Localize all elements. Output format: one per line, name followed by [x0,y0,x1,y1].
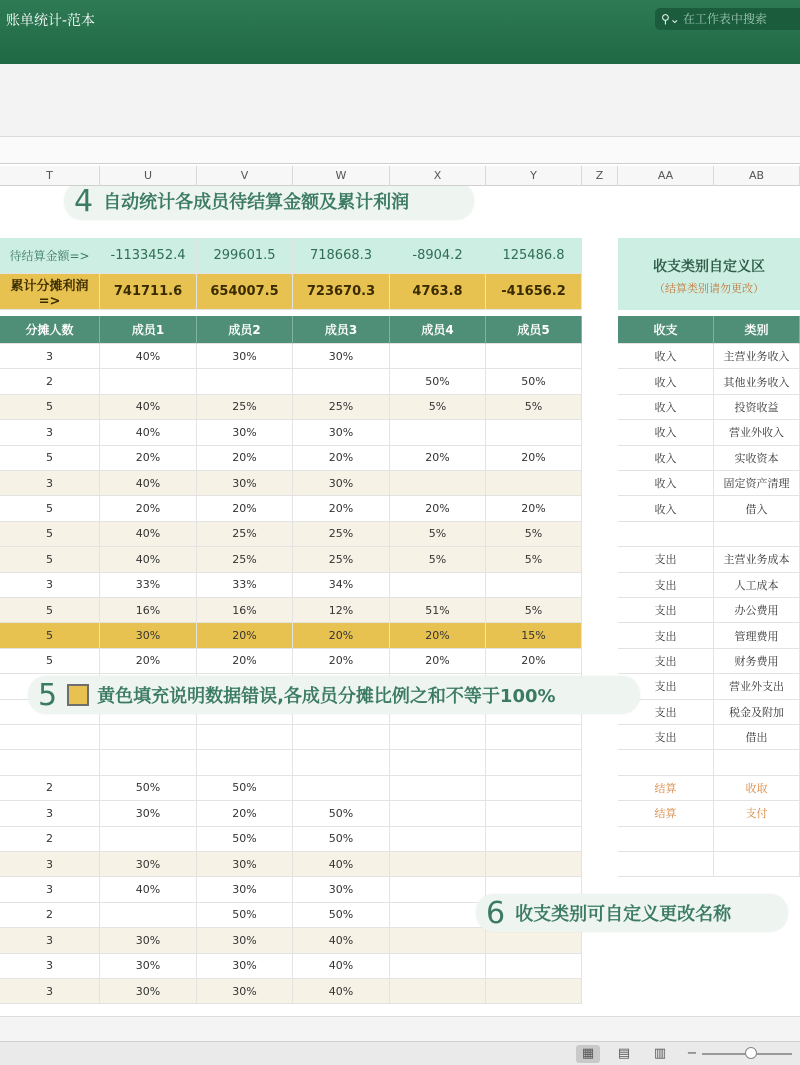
share-cell[interactable]: 25% [197,522,293,547]
share-cell[interactable]: 30% [100,979,197,1004]
share-cell[interactable]: 25% [197,395,293,420]
category-name-cell[interactable]: 收取 [714,776,800,801]
share-cell[interactable] [486,979,582,1004]
column-header[interactable]: Y [486,166,582,186]
share-cell[interactable]: 25% [293,522,390,547]
category-name-cell[interactable]: 借出 [714,725,800,750]
category-area-subtitle: （结算类别请勿更改） [654,282,764,295]
share-cell[interactable] [0,725,100,750]
category-type-cell[interactable] [618,852,714,877]
share-cell[interactable] [390,827,486,852]
category-type-cell[interactable]: 收入 [618,471,714,496]
profit-value[interactable]: 4763.8 [390,274,486,310]
category-type-cell[interactable]: 支出 [618,725,714,750]
category-name-cell[interactable]: 营业外支出 [714,674,800,699]
category-name-cell[interactable] [714,852,800,877]
share-cell[interactable]: 5% [486,395,582,420]
share-cell[interactable]: 5 [0,649,100,674]
share-cell[interactable] [486,801,582,826]
search-input[interactable] [655,8,800,30]
share-cell[interactable]: 30% [197,979,293,1004]
share-cell[interactable]: 30% [197,471,293,496]
callout-text: 黄色填充说明数据错误,各成员分摊比例之和不等于100% [97,686,556,707]
share-cell[interactable] [486,725,582,750]
share-cell[interactable]: 3 [0,928,100,953]
zoom-slider-thumb[interactable] [745,1047,757,1059]
category-name-cell[interactable]: 人工成本 [714,573,800,598]
share-cell[interactable]: 40% [100,547,197,572]
share-cell[interactable]: 50% [486,369,582,394]
share-cell[interactable] [390,344,486,369]
category-name-cell[interactable]: 投资收益 [714,395,800,420]
share-cell[interactable] [486,573,582,598]
share-cell[interactable] [390,471,486,496]
ribbon [0,64,800,136]
profit-value[interactable]: 654007.5 [197,274,293,310]
share-cell[interactable]: 20% [197,623,293,648]
share-cell[interactable]: 12% [293,598,390,623]
share-cell[interactable]: 20% [293,649,390,674]
share-cell[interactable]: 5% [390,395,486,420]
share-cell[interactable]: 30% [100,852,197,877]
column-header[interactable]: V [197,166,293,186]
share-cell[interactable]: 3 [0,573,100,598]
category-type-cell[interactable]: 支出 [618,700,714,725]
category-type-cell[interactable]: 收入 [618,496,714,521]
share-cell[interactable] [390,776,486,801]
share-cell[interactable]: 30% [100,928,197,953]
category-name-cell[interactable]: 税金及附加 [714,700,800,725]
category-type-cell[interactable]: 支出 [618,547,714,572]
share-cell[interactable] [390,573,486,598]
pending-label[interactable]: 待结算金额=> [0,238,100,274]
share-cell[interactable] [0,750,100,775]
pending-value[interactable]: -1133452.4 [100,238,197,274]
share-cell[interactable]: 20% [390,446,486,471]
share-cell[interactable] [197,725,293,750]
share-cell[interactable] [486,827,582,852]
share-cell[interactable]: 16% [197,598,293,623]
share-cell[interactable]: 50% [197,776,293,801]
share-cell[interactable]: 3 [0,979,100,1004]
share-cell[interactable]: 30% [197,852,293,877]
share-cell[interactable] [100,725,197,750]
callout-number: 6 [486,895,506,931]
share-cell[interactable]: 40% [293,852,390,877]
share-cell[interactable] [390,979,486,1004]
share-cell[interactable] [390,954,486,979]
share-cell[interactable]: 3 [0,954,100,979]
share-cell[interactable] [486,344,582,369]
share-cell[interactable]: 30% [293,344,390,369]
column-header[interactable]: Z [582,166,618,186]
share-cell[interactable]: 5% [486,522,582,547]
search-icon: ⚲⌄ [661,12,680,26]
share-cell[interactable] [486,471,582,496]
share-cell[interactable] [390,903,486,928]
share-cell[interactable] [390,877,486,902]
share-cell[interactable]: 30% [293,877,390,902]
share-cell[interactable] [390,801,486,826]
callout-5 [28,676,640,714]
share-cell[interactable] [197,750,293,775]
category-name-cell[interactable]: 营业外收入 [714,420,800,445]
share-cell[interactable]: 50% [390,369,486,394]
share-cell[interactable]: 25% [293,395,390,420]
category-type-cell[interactable]: 支出 [618,573,714,598]
category-type-cell[interactable] [618,827,714,852]
category-type-cell[interactable]: 收入 [618,420,714,445]
share-cell[interactable]: 33% [197,573,293,598]
share-cell[interactable]: 2 [0,369,100,394]
category-name-cell[interactable]: 主营业务收入 [714,344,800,369]
share-cell[interactable] [100,369,197,394]
share-cell[interactable]: 50% [293,903,390,928]
window-title: 账单统计-范本 [6,13,96,29]
share-cell[interactable] [486,776,582,801]
share-cell[interactable] [390,420,486,445]
share-cell[interactable]: 34% [293,573,390,598]
share-cell[interactable]: 5 [0,446,100,471]
share-cell[interactable]: 40% [293,954,390,979]
page-break-icon[interactable]: ▥ [653,1046,667,1061]
share-cell[interactable]: 20% [486,649,582,674]
share-cell[interactable]: 5 [0,496,100,521]
share-cell[interactable]: 50% [100,776,197,801]
column-header[interactable]: W [293,166,390,186]
yellow-fill-swatch [67,684,89,706]
share-cell[interactable]: 3 [0,852,100,877]
share-cell[interactable] [100,903,197,928]
table-header-cell[interactable]: 成员4 [390,316,486,344]
share-cell[interactable]: 5% [486,547,582,572]
profit-value[interactable]: -41656.2 [486,274,582,310]
column-header[interactable]: AA [618,166,714,186]
share-cell[interactable]: 20% [293,496,390,521]
table-header-cell[interactable]: 分摊人数 [0,316,100,344]
share-cell[interactable] [100,750,197,775]
share-cell[interactable]: 20% [486,496,582,521]
share-cell[interactable]: 25% [293,547,390,572]
share-cell[interactable]: 5% [390,522,486,547]
category-custom-area [618,238,800,310]
profit-label[interactable]: 累计分摊利润=> [0,274,100,310]
category-name-cell[interactable]: 实收资本 [714,446,800,471]
share-cell[interactable]: 20% [100,496,197,521]
category-name-cell[interactable]: 其他业务收入 [714,369,800,394]
category-type-cell[interactable]: 支出 [618,649,714,674]
share-cell[interactable]: 20% [197,801,293,826]
share-cell[interactable] [100,827,197,852]
share-cell[interactable]: 2 [0,903,100,928]
profit-value[interactable]: 741711.6 [100,274,197,310]
share-cell[interactable]: 3 [0,877,100,902]
share-cell[interactable]: 30% [100,623,197,648]
share-cell[interactable]: 3 [0,801,100,826]
share-cell[interactable]: 40% [293,928,390,953]
pending-value[interactable]: -8904.2 [390,238,486,274]
table-header-cell[interactable]: 成员5 [486,316,582,344]
share-cell[interactable] [390,725,486,750]
share-cell[interactable]: 15% [486,623,582,648]
pending-value[interactable]: 125486.8 [486,238,582,274]
category-type-cell[interactable] [618,522,714,547]
share-cell[interactable] [293,776,390,801]
column-header[interactable]: AB [714,166,800,186]
normal-view-icon[interactable]: ▦ [576,1045,600,1063]
table-header-cell[interactable]: 成员2 [197,316,293,344]
share-cell[interactable]: 3 [0,344,100,369]
share-cell[interactable]: 5 [0,547,100,572]
share-cell[interactable]: 40% [100,522,197,547]
status-bar [0,1041,800,1065]
share-cell[interactable]: 20% [100,446,197,471]
column-headers [0,166,800,186]
share-cell[interactable]: 5 [0,623,100,648]
share-cell[interactable]: 20% [390,623,486,648]
share-cell[interactable]: 30% [197,954,293,979]
callout-4 [64,186,474,220]
share-cell[interactable] [390,750,486,775]
category-name-cell[interactable]: 借入 [714,496,800,521]
pending-value[interactable]: 718668.3 [293,238,390,274]
category-type-cell[interactable]: 收入 [618,446,714,471]
page-layout-icon[interactable]: ▤ [617,1046,631,1061]
share-cell[interactable]: 50% [293,827,390,852]
column-header[interactable]: T [0,166,100,186]
share-cell[interactable]: 50% [293,801,390,826]
share-cell[interactable] [293,369,390,394]
column-header[interactable]: U [100,166,197,186]
column-header[interactable]: X [390,166,486,186]
share-cell[interactable]: 30% [197,420,293,445]
share-cell[interactable]: 30% [100,954,197,979]
share-cell[interactable] [293,725,390,750]
share-cell[interactable]: 20% [293,623,390,648]
share-cell[interactable]: 5 [0,522,100,547]
share-cell[interactable]: 20% [293,446,390,471]
share-cell[interactable]: 16% [100,598,197,623]
category-name-cell[interactable] [714,522,800,547]
share-cell[interactable] [390,852,486,877]
share-cell[interactable]: 20% [486,446,582,471]
category-name-cell[interactable]: 固定资产清理 [714,471,800,496]
share-cell[interactable] [486,852,582,877]
share-cell[interactable]: 51% [390,598,486,623]
category-area-title: 收支类别自定义区 [653,259,765,275]
category-type-cell[interactable]: 收入 [618,344,714,369]
category-name-cell[interactable] [714,750,800,775]
horizontal-scrollbar[interactable] [0,1016,800,1041]
share-cell[interactable]: 40% [100,877,197,902]
callout-number: 4 [74,186,94,219]
category-type-cell[interactable]: 支出 [618,623,714,648]
share-cell[interactable]: 40% [100,471,197,496]
zoom-out-button[interactable]: − [686,1046,698,1061]
share-cell[interactable]: 40% [100,420,197,445]
share-cell[interactable]: 25% [197,547,293,572]
share-cell[interactable]: 3 [0,471,100,496]
share-cell[interactable]: 3 [0,420,100,445]
share-cell[interactable]: 5% [486,598,582,623]
share-cell[interactable]: 5% [390,547,486,572]
category-type-cell[interactable] [618,750,714,775]
share-cell[interactable]: 20% [197,496,293,521]
share-cell[interactable]: 50% [197,903,293,928]
title-bar [0,0,800,64]
category-name-cell[interactable]: 主营业务成本 [714,547,800,572]
share-cell[interactable]: 40% [100,344,197,369]
share-cell[interactable] [486,750,582,775]
share-cell[interactable]: 5 [0,598,100,623]
share-cell[interactable]: 20% [390,496,486,521]
category-name-cell[interactable]: 支付 [714,801,800,826]
category-type-cell[interactable]: 收入 [618,369,714,394]
category-name-cell[interactable]: 财务费用 [714,649,800,674]
share-cell[interactable]: 2 [0,776,100,801]
share-cell[interactable] [390,928,486,953]
share-cell[interactable]: 30% [293,471,390,496]
profit-value[interactable]: 723670.3 [293,274,390,310]
category-name-cell[interactable] [714,827,800,852]
category-header-cell[interactable]: 收支 [618,316,714,344]
share-cell[interactable]: 40% [293,979,390,1004]
share-cell[interactable]: 30% [100,801,197,826]
category-type-cell[interactable]: 收入 [618,395,714,420]
callout-text: 自动统计各成员待结算金额及累计利润 [103,192,410,213]
callout-number: 5 [38,677,58,713]
pending-value[interactable]: 299601.5 [197,238,293,274]
category-type-cell[interactable]: 结算 [618,801,714,826]
share-cell[interactable]: 30% [293,420,390,445]
share-cell[interactable]: 20% [100,649,197,674]
table-header-cell[interactable]: 成员3 [293,316,390,344]
share-cell[interactable]: 30% [197,344,293,369]
share-cell[interactable] [486,420,582,445]
share-cell[interactable]: 30% [197,928,293,953]
table-header-cell[interactable]: 成员1 [100,316,197,344]
share-cell[interactable]: 33% [100,573,197,598]
search-placeholder: 在工作表中搜索 [682,12,767,26]
category-name-cell[interactable]: 管理费用 [714,623,800,648]
share-cell[interactable]: 20% [197,446,293,471]
share-cell[interactable]: 20% [197,649,293,674]
share-cell[interactable]: 50% [197,827,293,852]
callout-6 [476,894,788,932]
share-cell[interactable] [486,954,582,979]
category-name-cell[interactable]: 办公费用 [714,598,800,623]
share-cell[interactable] [293,750,390,775]
category-type-cell[interactable]: 结算 [618,776,714,801]
share-cell[interactable]: 5 [0,395,100,420]
category-type-cell[interactable]: 支出 [618,598,714,623]
share-cell[interactable]: 2 [0,827,100,852]
formula-bar[interactable] [0,136,800,164]
category-header-cell[interactable]: 类别 [714,316,800,344]
sheet-grid[interactable] [0,186,800,1016]
share-cell[interactable] [197,369,293,394]
callout-text: 收支类别可自定义更改名称 [515,904,732,925]
share-cell[interactable]: 20% [390,649,486,674]
share-cell[interactable]: 30% [197,877,293,902]
category-type-cell[interactable]: 支出 [618,674,714,699]
share-cell[interactable]: 40% [100,395,197,420]
